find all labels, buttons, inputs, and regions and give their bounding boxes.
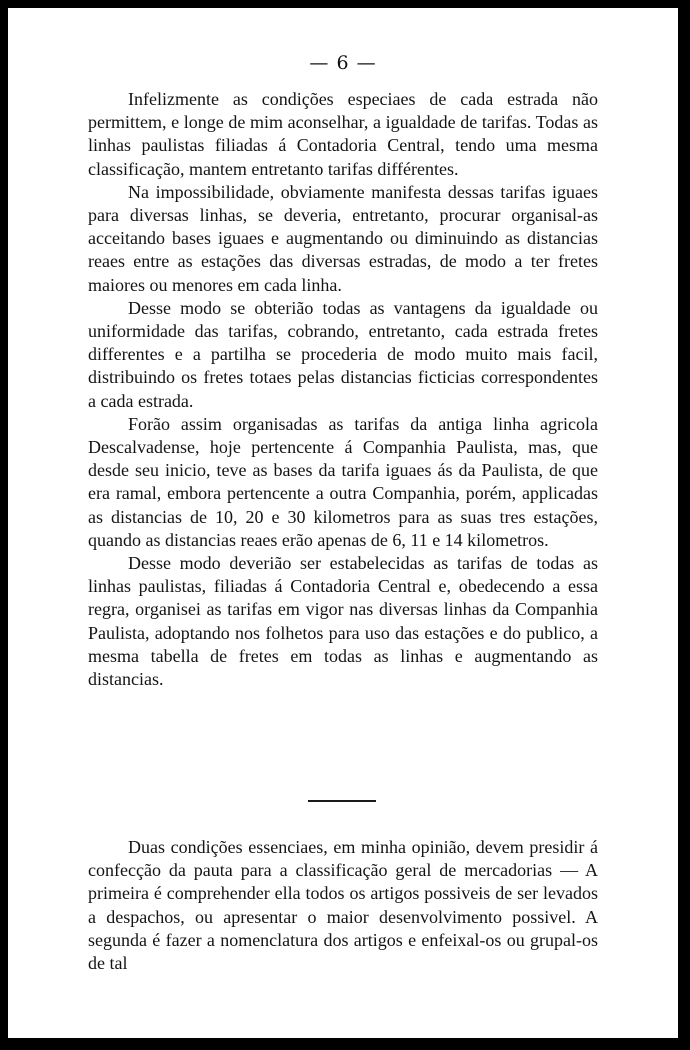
document-page [8, 8, 678, 1038]
section-body [88, 88, 598, 691]
paragraph: Na impossibilidade, obviamente manifesta dessas tarifas iguaes para diversas linhas, se deveria, entretanto, procurar organisal-as acceitando bases iguaes e augmentando ou diminuindo as distancias reaes entre as estações das diversas estradas, de modo a ter fretes maiores ou menores em cada linha. [88, 181, 598, 295]
paragraph: Forão assim organisadas as tarifas da antiga linha agricola Descalvadense, hoje pertencente á Companhia Paulista, mas, que desde seu inicio, teve as bases da tarifa iguaes ás da Paulista, de que era ramal, embora pertencente a outra Companhia, porém, applicadas as distancias de 10, 20 e 30 kilometros para as suas tres estações, quando as distancias reaes erão apenas de 6, 11 e 14 kilometros. [88, 413, 598, 550]
paragraph: Duas condições essenciaes, em minha opinião, devem presidir á confecção da pauta para a classificação geral de mercadorias — A primeira é comprehender ella todos os artigos possiveis de ser levados a despachos, ou apresentar o maior desenvolvimento possivel. A segunda é fazer a nomenclatura dos artigos e enfeixal-os ou grupal-os de tal [88, 837, 598, 974]
paragraph: Desse modo se obterião todas as vantagens da igualdade ou uniformidade das tarifas, cobrando, entretanto, cada estrada fretes differentes e a partilha se procederia de modo muito mais facil, distribuindo os fretes totaes pelas distancias ficticias correspondentes a cada estrada. [88, 297, 598, 411]
paragraph: Infelizmente as condições especiaes de cada estrada não permittem, e longe de mim aconselhar, a igualdade de tarifas. Todas as linhas paulistas filiadas á Contadoria Central, tendo uma mesma classificação, mantem entretanto tarifas différentes. [88, 89, 598, 179]
section-body-continued [88, 836, 598, 975]
page-number: — 6 — [309, 52, 377, 74]
paragraph: Desse modo deverião ser estabelecidas as tarifas de todas as linhas paulistas, filiadas á Contadoria Central e, obedecendo a essa regra, organisei as tarifas em vigor nas diversas linhas da Companhia Paulista, adoptando nos folhetos para uso das estações e do publico, a mesma tabella de fretes em todas as linhas e augmentando as distancias. [88, 553, 598, 690]
section-divider [308, 800, 376, 802]
